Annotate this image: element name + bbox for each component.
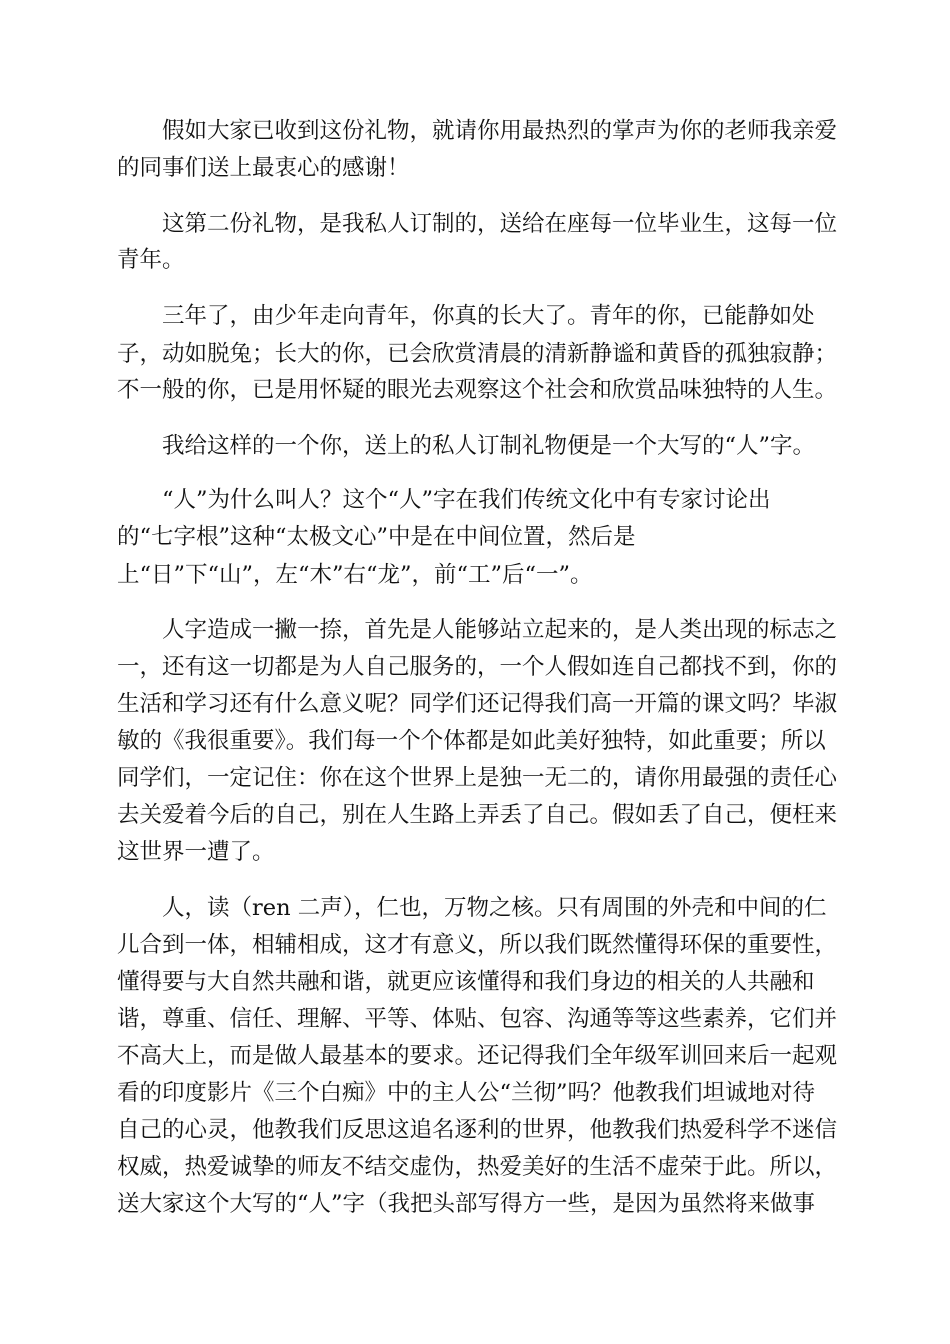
text-line: 人，读（ren 二声），仁也，万物之核。只有周围的外壳和中间的仁 [162, 895, 827, 921]
text-line: 同学们，一定记住：你在这个世界上是独一无二的，请你用最强的责任心 [117, 765, 838, 791]
text-line: 人字造成一撇一捺，首先是人能够站立起来的，是人类出现的标志之 [162, 617, 838, 643]
text-line: 送大家这个大写的“人”字（我把头部写得方一些，是因为虽然将来做事 [117, 1191, 816, 1217]
text-line: 三年了，由少年走向青年，你真的长大了。青年的你，已能静如处 [162, 303, 815, 329]
text-line: 这世界一遭了。 [117, 839, 275, 865]
text-line: 不高大上，而是做人最基本的要求。还记得我们全年级军训回来后一起观 [117, 1043, 838, 1069]
text-line: 青年。 [117, 247, 185, 273]
text-line: 我给这样的一个你，送上的私人订制礼物便是一个大写的“人”字。 [162, 433, 816, 459]
text-line: 去关爱着今后的自己，别在人生路上弄丢了自己。假如丢了自己，便枉来 [117, 802, 838, 828]
text-line: 的同事们送上最衷心的感谢！ [117, 155, 410, 181]
text-line: 敏的《我很重要》。我们每一个个体都是如此美好独特，如此重要；所以 [117, 728, 826, 754]
text-line: 谐，尊重、信任、理解、平等、体贴、包容、沟通等等这些素养，它们并 [117, 1006, 838, 1032]
text-line: 生活和学习还有什么意义呢？同学们还记得我们高一开篇的课文吗？毕淑 [117, 691, 838, 717]
text-line: 权威，热爱诚挚的师友不结交虚伪，热爱美好的生活不虚荣于此。所以， [117, 1154, 838, 1180]
text-line: “人”为什么叫人？这个“人”字在我们传统文化中有专家讨论出 [162, 487, 771, 513]
text-line: 懂得要与大自然共融和谐，就更应该懂得和我们身边的相关的人共融和 [117, 969, 815, 995]
text-line: 子，动如脱兔；长大的你，已会欣赏清晨的清新静谧和黄昏的孤独寂静； [117, 341, 838, 367]
text-line: 自己的心灵，他教我们反思这追名逐利的世界，他教我们热爱科学不迷信 [117, 1117, 838, 1143]
text-line: 一，还有这一切都是为人自己服务的，一个人假如连自己都找不到，你的 [117, 654, 838, 680]
text-line: 看的印度影片《三个白痴》中的主人公“兰彻”吗？他教我们坦诚地对待 [117, 1080, 816, 1106]
text-line: 上“日”下“山”，左“木”右“龙”，前“工”后“一”。 [117, 562, 593, 588]
text-line: 假如大家已收到这份礼物，就请你用最热烈的掌声为你的老师我亲爱 [162, 118, 838, 144]
text-line: 的“七字根”这种“太极文心”中是在中间位置，然后是 [117, 524, 636, 550]
text-line: 这第二份礼物，是我私人订制的，送给在座每一位毕业生，这每一位 [162, 211, 838, 237]
text-line: 儿合到一体，相辅相成，这才有意义，所以我们既然懂得环保的重要性， [117, 932, 838, 958]
text-line: 不一般的你，已是用怀疑的眼光去观察这个社会和欣赏品味独特的人生。 [117, 377, 838, 403]
